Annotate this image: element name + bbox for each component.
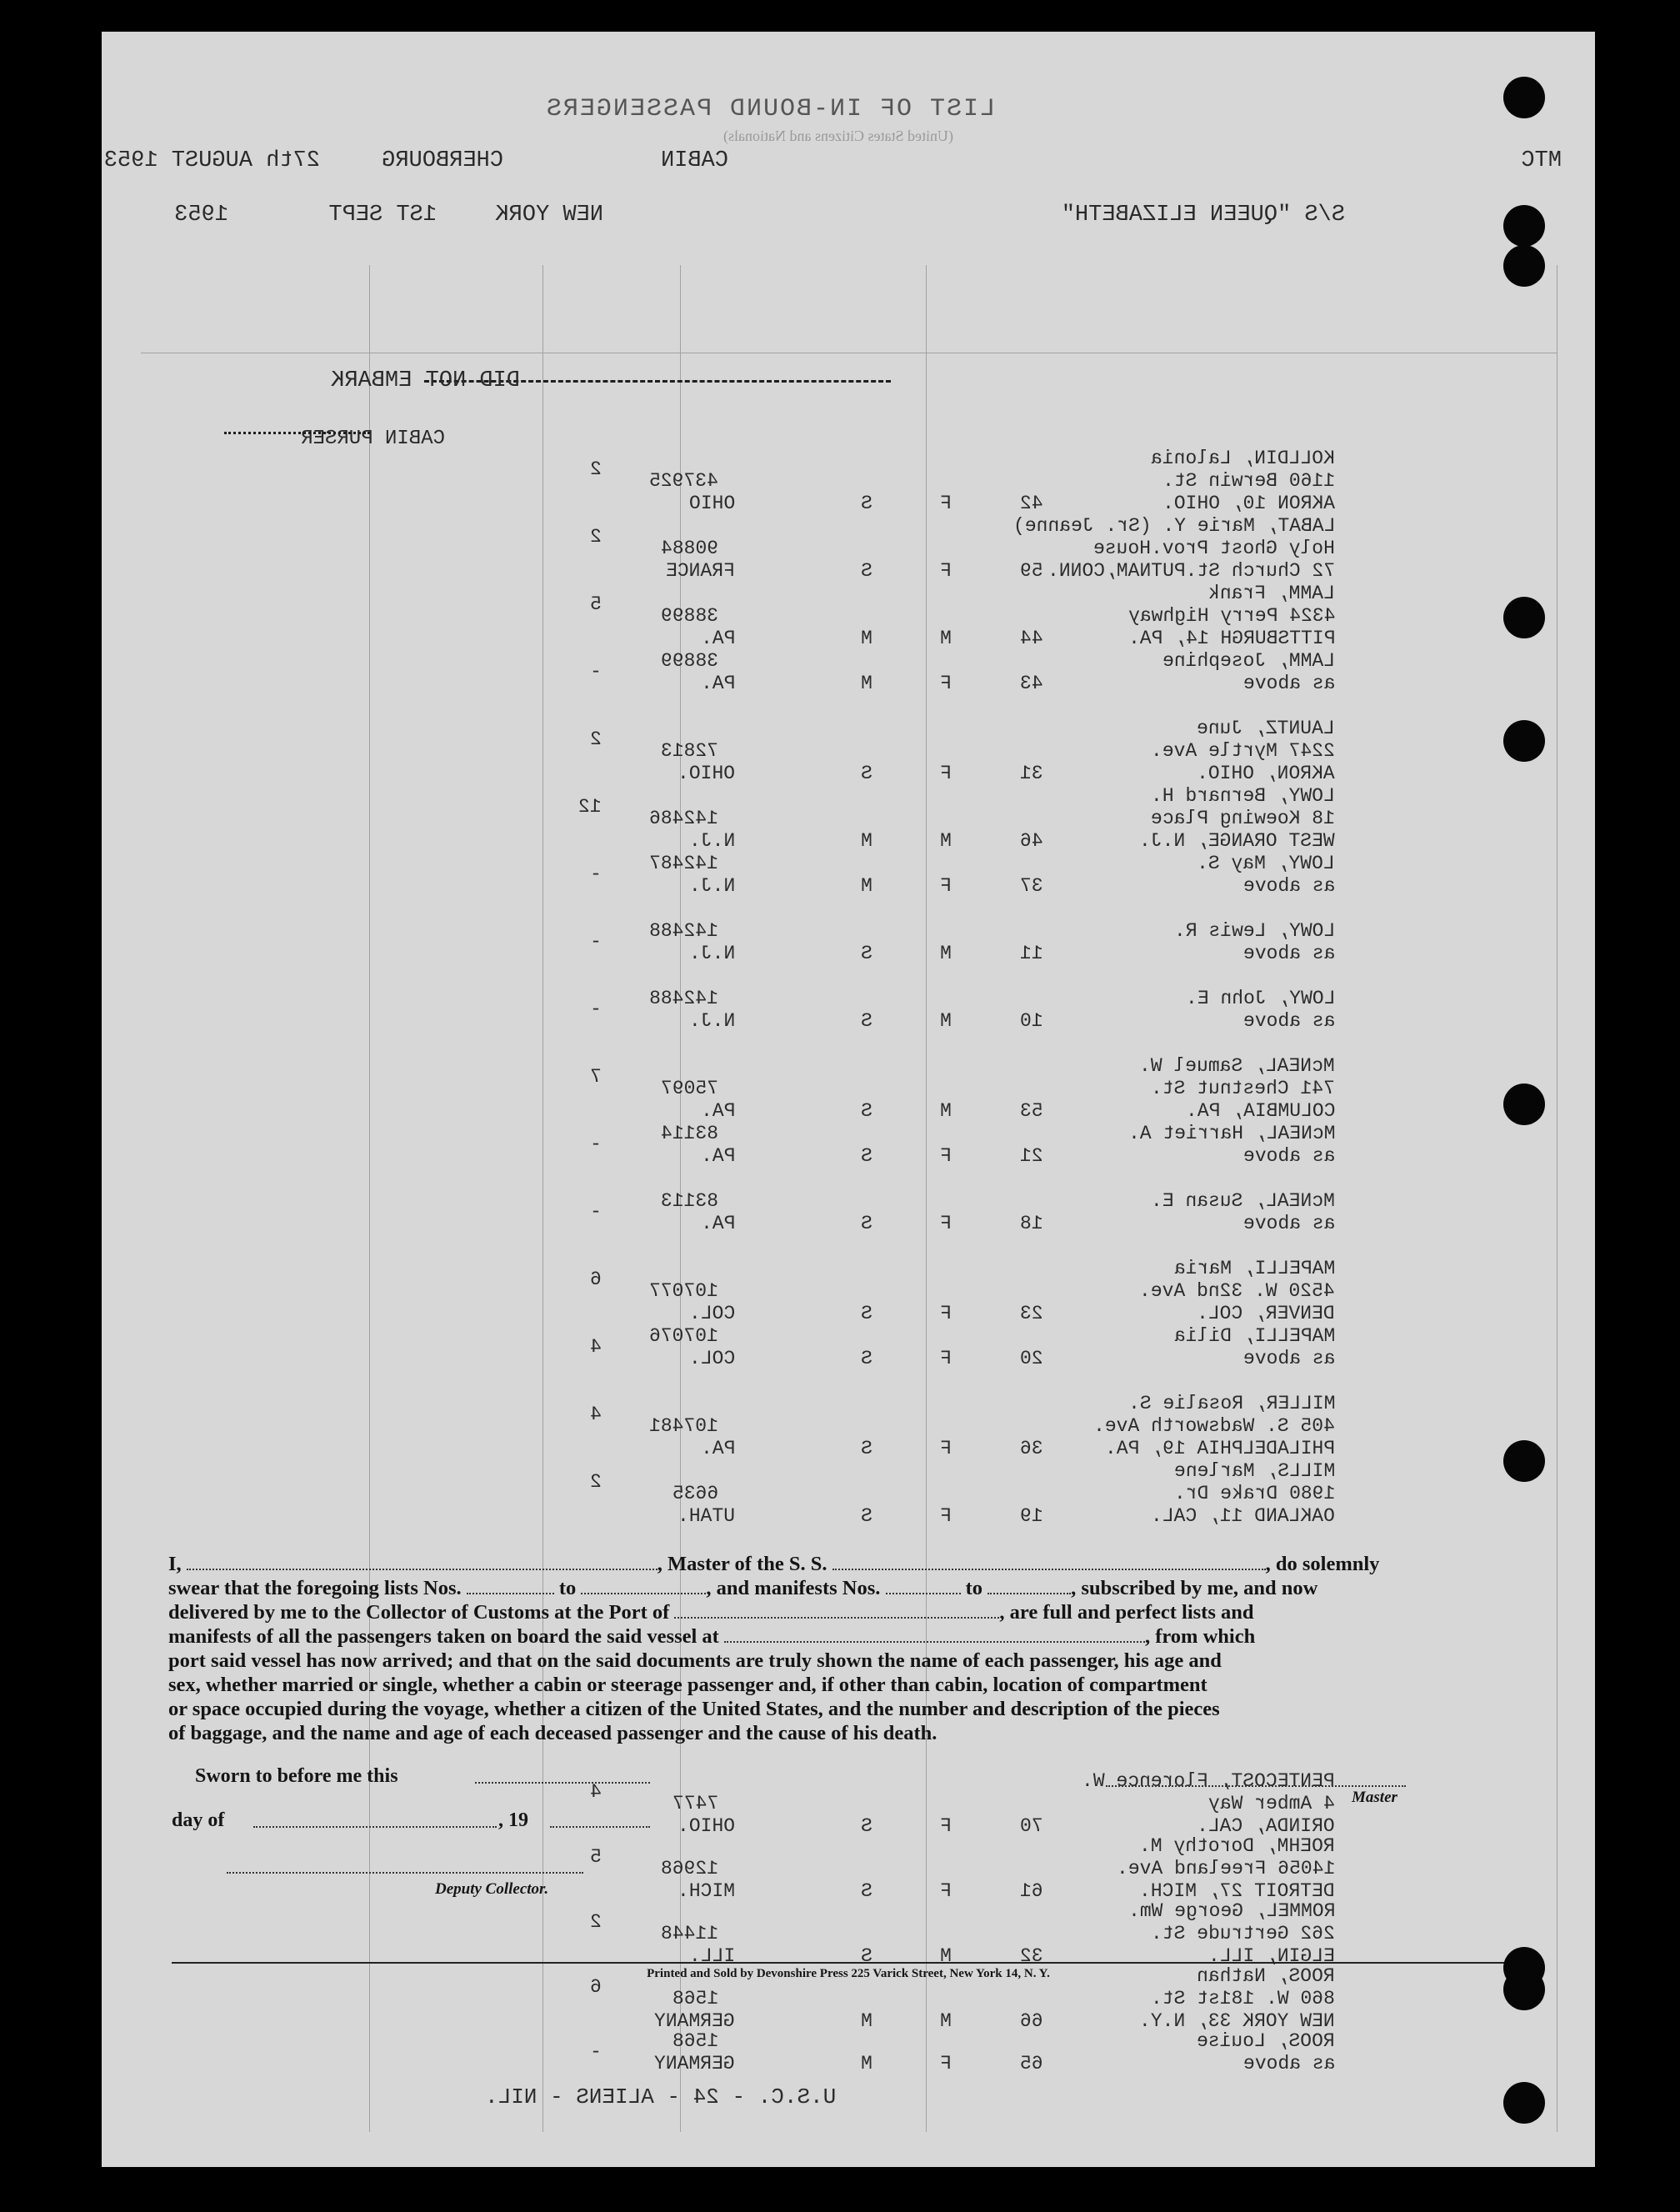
passenger-name: MAPELLI, Dilia — [1173, 1325, 1335, 1347]
passenger-name: MILLS, Marlene — [1173, 1460, 1335, 1482]
sworn-dots — [475, 1782, 650, 1784]
passenger-place: GERMANY — [654, 2010, 735, 2032]
passenger-sex: M — [940, 1010, 952, 1032]
passenger-sex: F — [940, 493, 952, 514]
passenger-address: as above — [1242, 1213, 1335, 1234]
passenger-name: ROMMEL, George Wm. — [1128, 1900, 1335, 1922]
passenger-place: PA. — [700, 1100, 735, 1122]
master-line — [1106, 1785, 1406, 1787]
passenger-address: AKRON 10, OHIO. — [1162, 493, 1335, 514]
passenger-age: 36 — [1020, 1438, 1043, 1459]
passenger-address: 18 Koewing Place — [1151, 808, 1335, 829]
year-label: , 19 — [498, 1809, 528, 1831]
passenger-bags: - — [590, 1134, 602, 1155]
header-arrival-date: 1ST SEPT — [328, 203, 437, 228]
passenger-marital: S — [861, 1010, 872, 1032]
header-class: CABIN — [660, 148, 728, 173]
passenger-address: as above — [1242, 943, 1335, 964]
passenger-document: 437925 — [649, 470, 718, 492]
mirrored-title: LIST OF IN-BOUND PASSENGERS — [544, 95, 995, 123]
passenger-sex: M — [940, 628, 952, 649]
passenger-marital: S — [861, 763, 872, 784]
passenger-place: PA. — [700, 1145, 735, 1167]
passenger-place: ILL. — [688, 1945, 735, 1967]
passenger-name: LOWY, Bernard H. — [1151, 785, 1335, 807]
passenger-marital: M — [861, 875, 872, 897]
passenger-address: DETROIT 27, MICH. — [1139, 1880, 1335, 1902]
passenger-name: McNEAL, Samuel W. — [1139, 1055, 1335, 1077]
passenger-document: 83114 — [660, 1123, 718, 1144]
passenger-address: as above — [1242, 1010, 1335, 1032]
passenger-marital: M — [861, 2053, 872, 2074]
passenger-place: N.J. — [688, 875, 735, 897]
passenger-document: 11448 — [660, 1923, 718, 1944]
oath-line-7: or space occupied during the voyage, whether a citizen of the United States, and the number and description of the pieces — [168, 1698, 1220, 1720]
passenger-name: LAMM, Frank — [1208, 583, 1335, 604]
passenger-address: Holy Ghost Prov.House — [1093, 538, 1335, 559]
oath-line-6: sex, whether married or single, whether a cabin or steerage passenger and, if other than cabin, location of compartment — [168, 1674, 1208, 1696]
passenger-name: LOWY, May S. — [1197, 853, 1335, 874]
passenger-bags: - — [590, 2041, 602, 2063]
passenger-sex: F — [940, 560, 952, 582]
passenger-address: as above — [1242, 2053, 1335, 2074]
passenger-place: N.J. — [688, 1010, 735, 1032]
passenger-bags: 2 — [590, 458, 602, 480]
passenger-name: ROOS, Louise — [1197, 2030, 1335, 2052]
passenger-document: 7477 — [672, 1793, 718, 1814]
passenger-age: 19 — [1020, 1505, 1043, 1527]
punch-hole — [1503, 1083, 1545, 1125]
passenger-document: 6635 — [672, 1483, 718, 1504]
header-date: 27th AUGUST 1953 — [103, 148, 320, 173]
passenger-address: ELGIN, ILL. — [1208, 1945, 1335, 1967]
passenger-document: 142487 — [649, 853, 718, 874]
passenger-marital: S — [861, 1100, 872, 1122]
passenger-name: LOWY, John E. — [1185, 988, 1335, 1009]
passenger-age: 65 — [1020, 2053, 1043, 2074]
passenger-bags: - — [590, 998, 602, 1020]
passenger-age: 20 — [1020, 1348, 1043, 1369]
header-arrival-year: 1953 — [174, 203, 228, 228]
passenger-bags: 5 — [590, 593, 602, 615]
passenger-marital: M — [861, 830, 872, 852]
passenger-address: 1160 Berwin St. — [1162, 470, 1335, 492]
passenger-bags: 2 — [590, 1911, 602, 1933]
passenger-bags: - — [590, 1201, 602, 1223]
passenger-place: OHIO. — [677, 763, 735, 784]
punch-hole — [1503, 1969, 1545, 2010]
passenger-bags: 2 — [590, 728, 602, 750]
day-of-label: day of — [172, 1809, 225, 1831]
punch-hole — [1503, 720, 1545, 762]
punch-hole — [1503, 205, 1545, 247]
passenger-age: 11 — [1020, 943, 1043, 964]
passenger-sex: F — [940, 1880, 952, 1902]
year-dots — [550, 1826, 650, 1828]
passenger-document: 1568 — [672, 1988, 718, 2009]
passenger-document: 142486 — [649, 808, 718, 829]
passenger-age: 44 — [1020, 628, 1043, 649]
passenger-bags: 5 — [590, 1846, 602, 1868]
passenger-age: 66 — [1020, 2010, 1043, 2032]
oath-line-3: delivered by me to the Collector of Customs at the Port of , are full and perfect lists and — [168, 1601, 1254, 1624]
header-port: CHERBOURG — [382, 148, 503, 173]
passenger-sex: F — [940, 1303, 952, 1324]
passenger-sex: F — [940, 1438, 952, 1459]
passenger-age: 59 — [1020, 560, 1043, 582]
deputy-line — [227, 1872, 583, 1874]
passenger-address: as above — [1242, 673, 1335, 694]
punch-hole — [1503, 1440, 1545, 1482]
passenger-sex: F — [940, 1145, 952, 1167]
passenger-marital: S — [861, 1303, 872, 1324]
passenger-place: GERMANY — [654, 2053, 735, 2074]
passenger-address: 405 S. Wadsworth Ave. — [1093, 1415, 1335, 1437]
passenger-place: PA. — [700, 673, 735, 694]
passenger-name: MAPELLI, Maria — [1173, 1258, 1335, 1279]
passenger-bags: - — [590, 931, 602, 953]
day-of-dots — [253, 1826, 497, 1828]
passenger-document: 12968 — [660, 1858, 718, 1879]
passenger-marital: M — [861, 628, 872, 649]
passenger-place: PA. — [700, 1438, 735, 1459]
passenger-document: 38899 — [660, 605, 718, 627]
passenger-bags: 4 — [590, 1336, 602, 1358]
passenger-document: 1568 — [672, 2030, 718, 2052]
passenger-age: 18 — [1020, 1213, 1043, 1234]
passenger-address: DENVER, COL. — [1197, 1303, 1335, 1324]
manifest-sheet — [102, 32, 1595, 2167]
passenger-name: ROOS, Nathan — [1197, 1965, 1335, 1987]
passenger-bags: 4 — [590, 1404, 602, 1425]
passenger-bags: 6 — [590, 1976, 602, 1998]
printer-rule — [172, 1962, 1526, 1964]
passenger-document: 38899 — [660, 650, 718, 672]
punch-hole — [1503, 2082, 1545, 2124]
passenger-address: 1980 Drake Dr. — [1173, 1483, 1335, 1504]
passenger-place: FRANCE — [666, 560, 735, 582]
passenger-document: 142488 — [649, 920, 718, 942]
passenger-bags: 12 — [578, 796, 602, 818]
passenger-address: AKRON, OHIO. — [1197, 763, 1335, 784]
passenger-document: 142488 — [649, 988, 718, 1009]
passenger-sex: M — [940, 1100, 952, 1122]
cabin-purser: CABIN PURSER — [301, 428, 445, 450]
passenger-age: 61 — [1020, 1880, 1043, 1902]
master-label: Master — [1352, 1789, 1398, 1806]
header-corner: MTC — [1521, 148, 1562, 173]
passenger-address: 72 Church St.PUTNAM,CONN. — [1047, 560, 1335, 582]
passenger-name: McNEAL, Susan E. — [1151, 1190, 1335, 1212]
passenger-bags: 7 — [590, 1066, 602, 1088]
passenger-marital: S — [861, 943, 872, 964]
passenger-sex: F — [940, 2053, 952, 2074]
passenger-marital: S — [861, 560, 872, 582]
passenger-address: 262 Gertrude St. — [1151, 1923, 1335, 1944]
passenger-address: 4 Amber Way — [1208, 1793, 1335, 1814]
passenger-age: 43 — [1020, 673, 1043, 694]
mirrored-footer: U.S.C. - 24 - ALIENS - NIL. — [485, 2084, 837, 2109]
passenger-marital: M — [861, 673, 872, 694]
passenger-place: PA. — [700, 628, 735, 649]
passenger-document: 107076 — [649, 1325, 718, 1347]
passenger-bags: 6 — [590, 1269, 602, 1290]
passenger-sex: F — [940, 763, 952, 784]
passenger-sex: F — [940, 673, 952, 694]
passenger-age: 42 — [1020, 493, 1043, 514]
passenger-marital: M — [861, 2010, 872, 2032]
printer-imprint: Printed and Sold by Devonshire Press 225 Varick Street, New York 14, N. Y. — [647, 1967, 1050, 1980]
passenger-bags: - — [590, 863, 602, 885]
passenger-sex: F — [940, 875, 952, 897]
passenger-document: 90884 — [660, 538, 718, 559]
passenger-name: LAUNTZ, June — [1197, 718, 1335, 739]
passenger-bags: 4 — [590, 1781, 602, 1803]
passenger-bags: - — [590, 661, 602, 683]
passenger-address: PITTSBURGH 14, PA. — [1128, 628, 1335, 649]
passenger-marital: S — [861, 1815, 872, 1837]
oath-line-4: manifests of all the passengers taken on board the said vessel at , from which — [168, 1625, 1256, 1648]
passenger-age: 70 — [1020, 1815, 1043, 1837]
passenger-name: LABAT, Marie Y. (Sr. Jeanne) — [1012, 515, 1335, 537]
passenger-document: 107077 — [649, 1280, 718, 1302]
passenger-age: 53 — [1020, 1100, 1043, 1122]
oath-line-8: of baggage, and the name and age of each deceased passenger and the cause of his death. — [168, 1722, 938, 1744]
passenger-address: OAKLAND 11, CAL. — [1151, 1505, 1335, 1527]
passenger-address: COLUMBIA, PA. — [1185, 1100, 1335, 1122]
passenger-address: 4520 W. 32nd Ave. — [1139, 1280, 1335, 1302]
passenger-list — [102, 32, 1595, 2167]
passenger-age: 31 — [1020, 763, 1043, 784]
sworn-label: Sworn to before me this — [195, 1765, 398, 1787]
header-arrival-port: NEW YORK — [495, 203, 603, 228]
passenger-sex: M — [940, 943, 952, 964]
passenger-sex: M — [940, 2010, 952, 2032]
passenger-marital: S — [861, 1505, 872, 1527]
passenger-document: 75097 — [660, 1078, 718, 1099]
passenger-age: 32 — [1020, 1945, 1043, 1967]
passenger-place: N.J. — [688, 830, 735, 852]
passenger-sex: F — [940, 1348, 952, 1369]
passenger-marital: S — [861, 1145, 872, 1167]
passenger-address: 741 Chestnut St. — [1151, 1078, 1335, 1099]
passenger-address: ORINDA, CAL. — [1197, 1815, 1335, 1837]
passenger-sex: F — [940, 1505, 952, 1527]
mirrored-subtitle: (United States Citizens and Nationals) — [723, 128, 953, 144]
passenger-marital: S — [861, 1945, 872, 1967]
passenger-place: N.J. — [688, 943, 735, 964]
passenger-document: 107481 — [649, 1415, 718, 1437]
passenger-place: OHIO — [688, 493, 735, 514]
passenger-name: McNEAL, Harriet A. — [1128, 1123, 1335, 1144]
did-not-embark: DID NOT EMBARK — [331, 368, 520, 393]
passenger-name: LAMM, Josephine — [1162, 650, 1335, 672]
passenger-name: ROEHM, Dorothy M. — [1139, 1835, 1335, 1857]
passenger-marital: S — [861, 1880, 872, 1902]
passenger-name: PENTECOST, Florence W. — [1082, 1770, 1335, 1792]
passenger-address: 860 W. 181st St. — [1151, 1988, 1335, 2009]
punch-hole — [1503, 245, 1545, 287]
passenger-sex: M — [940, 1945, 952, 1967]
passenger-age: 46 — [1020, 830, 1043, 852]
passenger-place: MICH. — [677, 1880, 735, 1902]
passenger-address: 14056 Freeland Ave. — [1116, 1858, 1335, 1879]
passenger-age: 37 — [1020, 875, 1043, 897]
passenger-bags: 2 — [590, 526, 602, 548]
passenger-address: NEW YORK 33, N.Y. — [1139, 2010, 1335, 2032]
passenger-age: 23 — [1020, 1303, 1043, 1324]
passenger-marital: S — [861, 1348, 872, 1369]
deputy-collector-label: Deputy Collector. — [435, 1880, 549, 1898]
punch-hole — [1503, 597, 1545, 638]
passenger-sex: F — [940, 1815, 952, 1837]
passenger-address: as above — [1242, 875, 1335, 897]
passenger-address: 4324 Perry Highway — [1128, 605, 1335, 627]
oath-line-1: I, , Master of the S. S. , do solemnly — [168, 1553, 1380, 1575]
passenger-age: 21 — [1020, 1145, 1043, 1167]
passenger-name: LOWY, Lewis R. — [1173, 920, 1335, 942]
passenger-document: 72813 — [660, 740, 718, 762]
passenger-place: UTAH. — [677, 1505, 735, 1527]
passenger-address: PHILADELPHIA 19, PA. — [1104, 1438, 1335, 1459]
passenger-sex: M — [940, 830, 952, 852]
passenger-age: 10 — [1020, 1010, 1043, 1032]
passenger-place: PA. — [700, 1213, 735, 1234]
passenger-marital: S — [861, 1438, 872, 1459]
header-ship: S/S "QUEEN ELIZABETH" — [1061, 203, 1345, 228]
passenger-document: 83113 — [660, 1190, 718, 1212]
passenger-address: as above — [1242, 1145, 1335, 1167]
passenger-place: COL. — [688, 1348, 735, 1369]
oath-line-2: swear that the foregoing lists Nos. to , and manifests Nos. to , subscribed by me, and now — [168, 1577, 1318, 1599]
oath-line-5: port said vessel has now arrived; and that on the said documents are truly shown the name of each passenger, his age and — [168, 1649, 1222, 1672]
passenger-bags: 2 — [590, 1471, 602, 1493]
passenger-address: 2247 Myrtle Ave. — [1151, 740, 1335, 762]
passenger-place: COL. — [688, 1303, 735, 1324]
passenger-address: as above — [1242, 1348, 1335, 1369]
passenger-sex: F — [940, 1213, 952, 1234]
passenger-marital: S — [861, 493, 872, 514]
passenger-place: OHIO. — [677, 1815, 735, 1837]
passenger-address: WEST ORANGE, N.J. — [1139, 830, 1335, 852]
passenger-name: KOLLDIN, Lalonia — [1151, 448, 1335, 469]
passenger-marital: S — [861, 1213, 872, 1234]
punch-hole — [1503, 77, 1545, 118]
passenger-name: MILLER, Rosalie S. — [1128, 1393, 1335, 1414]
